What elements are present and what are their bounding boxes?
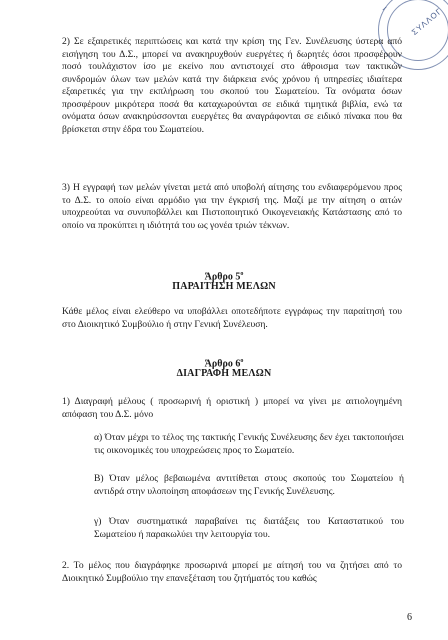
seal-stamp-text-side: Ι — [380, 6, 388, 13]
article-6-title: ΔΙΑΓΡΑΦΗ ΜΕΛΩΝ — [176, 368, 272, 379]
paragraph-3: 3) Η εγγραφή των μελών γίνεται μετά από υποβολή αίτησης του ενδιαφερόμενου προς το Δ.Σ. το οποίο είναι αρμόδιο για την έγκρισή της. Μαζί με την αίτηση ο αιτών υποχρεούται να συνυποβάλλει και Πιστοποιητικό Οικογενειακής Κατάστασης από το οποίο να προκύπτει η ιδιότητά του ως γονέα τριών τέκνων. — [62, 182, 402, 231]
paragraph-2: 2) Σε εξαιρετικές περιπτώσεις και κατά την κρίση της Γεν. Συνέλευσης ύστερα από εισήγηση του Δ.Σ., μπορεί να ανακηρυχθούν ευεργέτες ή δωρητές όσοι προσφέρουν ποσό τουλάχιστον ίσο με εκείνο που αντιστοιχεί στο άθροισμα των τακτικών συνδρομών όλων των μελών κατά την διάρκεια ενός χρόνου ή υπηρεσίες ιδιαίτερα εξαιρετικές για την εκπλήρωση του σκοπού του Σωματείου. Τα ονόματα όσων προσφέρουν μικρότερα ποσά θα καταχωρούνται σε ειδικά τιμητικά βιβλία, ενώ τα ονόματα όσων ανακηρύσσονται ευεργέτες θα αναγράφονται σε ειδικό πίνακα που θα βρίσκεται στην έδρα του Σωματείου. — [62, 36, 402, 135]
article-6-item-a: α) Όταν μέχρι το τέλος της τακτικής Γενικής Συνέλευσης δεν έχει τακτοποιήσει τις οικονομικές του υποχρεώσεις προς το Σωματείο. — [94, 432, 404, 456]
article-6-number-sup: ο — [240, 358, 244, 364]
article-6-number-text: Άρθρο 6 — [204, 358, 241, 370]
page-number: 6 — [407, 612, 412, 623]
article-5-number-sup: ο — [240, 271, 244, 277]
article-6-paragraph-1: 1) Διαγραφή μέλους ( προσωρινή ή οριστική ) μπορεί να γίνει με αιτιολογημένη απόφαση του Δ.Σ. μόνο — [62, 396, 402, 420]
article-5-title: ΠΑΡΑΙΤΗΣΗ ΜΕΛΩΝ — [172, 281, 276, 292]
seal-stamp-text: ΣΥΛΛΟΓ — [410, 6, 445, 37]
article-5-text: Κάθε μέλος είναι ελεύθερο να υποβάλλει οποτεδήποτε εγγράφως την παραίτησή του στο Διοικητικό Συμβούλιο ή στην Γενική Συνέλευση. — [62, 306, 402, 330]
article-6-item-b: Β) Όταν μέλος βεβαιωμένα αντιτίθεται στους σκοπούς του Σωματείου ή αντιδρά στην υλοποίηση αποφάσεων της Γενικής Συνέλευσης. — [94, 473, 404, 497]
article-6-item-c: γ) Όταν συστηματικά παραβαίνει τις διατάξεις του Καταστατικού του Σωματείου ή παρακωλύει την λειτουργία του. — [94, 516, 404, 540]
article-6-paragraph-2: 2. Το μέλος που διαγράφηκε προσωρινά μπορεί με αίτησή του να ζητήσει από το Διοικητικό Συμβούλιο την επανεξέταση του ζητήματός του καθώς — [62, 560, 402, 584]
article-5-number-text: Άρθρο 5 — [204, 271, 241, 283]
